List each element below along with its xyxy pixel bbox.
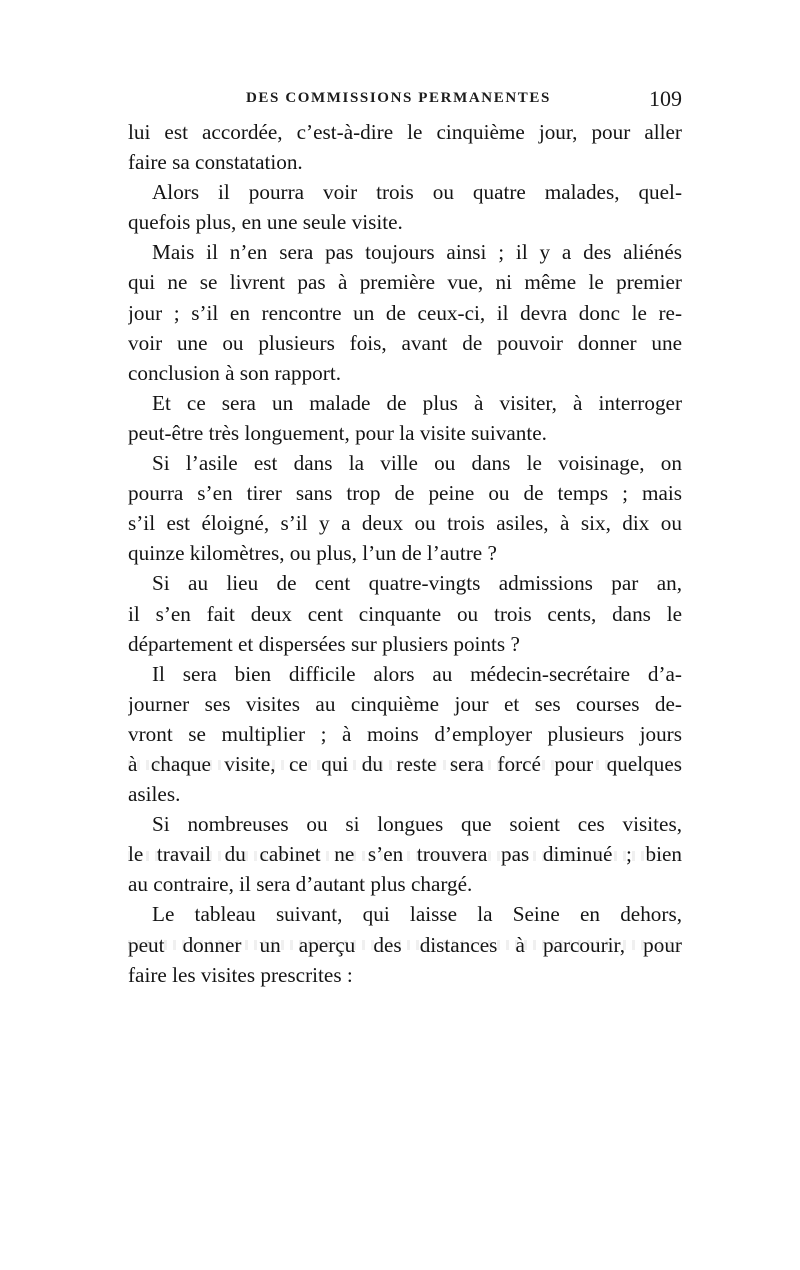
text-line: conclusion à son rapport.: [128, 360, 342, 385]
text-line: le travail du cabinet ne s’en trouvera pas diminué ; bien: [128, 842, 682, 867]
text-line: journer ses visites au cinquième jour et ses courses de-: [128, 691, 682, 716]
text-line: Le tableau suivant, qui laisse la Seine en dehors,: [152, 902, 682, 927]
text-line: pourra s’en tirer sans trop de peine ou de temps ; mais: [128, 481, 682, 506]
text-line: Si nombreuses ou si longues que soient ces visites,: [152, 812, 682, 837]
text-line: quinze kilomètres, ou plus, l’un de l’autre ?: [128, 541, 497, 566]
text-line: qui ne se livrent pas à première vue, ni même le premier: [128, 270, 682, 295]
text-line: Si au lieu de cent quatre-vingts admissions par an,: [152, 571, 682, 596]
running-title: DES COMMISSIONS PERMANENTES: [246, 90, 551, 106]
text-line: faire les visites prescrites :: [128, 962, 353, 987]
text-line: à chaque visite, ce qui du reste sera forcé pour quelques: [128, 751, 682, 776]
text-line: Mais il n’en sera pas toujours ainsi ; il y a des aliénés: [152, 240, 682, 265]
text-line: quefois plus, en une seule visite.: [128, 210, 403, 235]
text-line: jour ; s’il en rencontre un de ceux-ci, il devra donc le re-: [128, 300, 682, 325]
page-number: 109: [649, 86, 682, 111]
text-line: lui est accordée, c’est-à-dire le cinquième jour, pour aller: [128, 120, 682, 144]
text-line: département et dispersées sur plusiers points ?: [128, 631, 520, 656]
text-line: il s’en fait deux cent cinquante ou trois cents, dans le: [128, 601, 682, 626]
text-line: asiles.: [128, 782, 181, 807]
text-line: peut-être très longuement, pour la visite suivante.: [128, 420, 547, 445]
text-line: s’il est éloigné, s’il y a deux ou trois asiles, à six, dix ou: [128, 511, 682, 536]
text-line: Si l’asile est dans la ville ou dans le voisinage, on: [152, 451, 682, 476]
text-line: voir une ou plusieurs fois, avant de pouvoir donner une: [128, 330, 682, 355]
text-line: Alors il pourra voir trois ou quatre malades, quel-: [152, 180, 682, 205]
text-line: Et ce sera un malade de plus à visiter, à interroger: [152, 390, 682, 415]
running-head: [128, 86, 682, 114]
text-line: Il sera bien difficile alors au médecin-secrétaire d’a-: [152, 661, 682, 686]
text-line: peut donner un aperçu des distances à parcourir, pour: [128, 932, 682, 957]
body-text: [128, 117, 682, 990]
text-line: au contraire, il sera d’autant plus chargé.: [128, 872, 473, 897]
text-line: faire sa constatation.: [128, 150, 303, 175]
text-line: vront se multiplier ; à moins d’employer plusieurs jours: [128, 721, 682, 746]
